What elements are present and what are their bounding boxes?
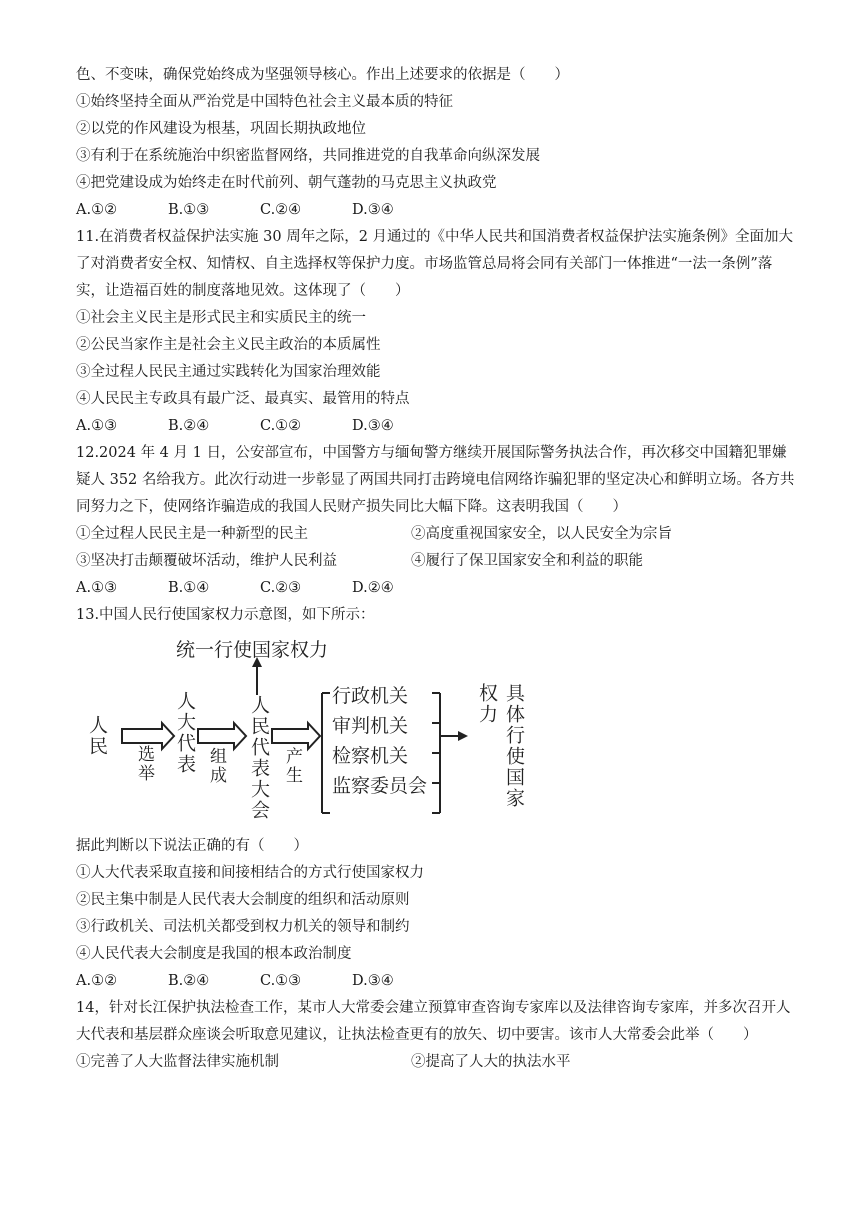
q12-options-row-1 [76,521,796,548]
q13-answer-d: D.③④ [352,973,394,989]
diagram-organ-supervision: 监察委员会 [332,775,428,797]
q10-option-2: ②以党的作风建设为根基，巩固长期执政地位 [76,121,366,137]
q11-stem: 11.在消费者权益保护法实施 30 周年之际，2 月通过的《中华人民共和国消费者权益保护法实施条例》全面加大了对消费者安全权、知情权、自主选择权等保护力度。市场监管总局将会同有关部门一体推进“一法一条例”落实，让造福百姓的制度落地见效。这体现了（ ） [76,229,794,299]
diagram-deputies: 人大代表 [174,691,196,775]
diagram-top-label: 统一行使国家权力 [176,639,329,661]
q14-stem: 14，针对长江保护执法检查工作，某市人大常委会建立预算审查咨询专家库以及法律咨询专家库，并多次召开人大代表和基层群众座谈会听取意见建议，让执法检查更有的放矢、切中要害。该市人大常委会此举（ ） [76,1000,791,1043]
exam-page [76,62,796,1076]
q14-options-row-1 [76,1049,796,1076]
q12-answer-d: D.②④ [352,580,394,596]
q11-answer-c: C.①② [260,418,302,434]
diagram-result: 具体行使国家权力 [476,683,525,809]
q10-option-4: ④把党建设成为始终走在时代前列、朝气蓬勃的马克思主义执政党 [76,175,497,191]
diagram-produce: 产生 [282,747,302,785]
q12-answer-b: B.①④ [168,580,210,596]
q12-answer-c: C.②③ [260,580,302,596]
diagram-elect: 选举 [134,745,154,783]
q14-option-2: ②提高了人大的执法水平 [411,1054,571,1070]
diagram-organ-procuratorate: 检察机关 [332,745,409,767]
q12-stem: 12.2024 年 4 月 1 日，公安部宣布，中国警方与缅甸警方继续开展国际警务执法合作，再次移交中国籍犯罪嫌疑人 352 名给我方。此次行动进一步彰显了两国共同打击跨境电信网络诈骗犯罪的坚定决心和鲜明立场。各方共同努力之下，使网络诈骗造成的我国人民财产损失同比大幅下降。这表明我国（ ） [76,445,795,515]
q13-answer-c: C.①③ [260,973,302,989]
q13-stem: 13.中国人民行使国家权力示意图，如下所示： [76,607,375,623]
diagram-npc: 人民代表大会 [248,695,270,821]
q11-answer-a: A.①③ [76,418,118,434]
q13-answers [76,968,796,995]
q12-option-1: ①全过程人民民主是一种新型的民主 [76,526,308,542]
q13-option-3: ③行政机关、司法机关都受到权力机关的领导和制约 [76,919,410,935]
diagram-organ-admin: 行政机关 [332,685,409,707]
q13-option-2: ②民主集中制是人民代表大会制度的组织和活动原则 [76,892,410,908]
q10-option-3: ③有利于在系统施治中织密监督网络，共同推进党的自我革命向纵深发展 [76,148,540,164]
diagram-organ-judicial: 审判机关 [332,715,409,737]
q13-answer-b: B.②④ [168,973,210,989]
q13-option-1: ①人大代表采取直接和间接相结合的方式行使国家权力 [76,865,424,881]
q11-option-4: ④人民民主专政具有最广泛、最真实、最管用的特点 [76,391,410,407]
q13-question: 据此判断以下说法正确的有（ ） [76,838,308,854]
power-diagram [76,635,536,825]
diagram-form: 组成 [206,747,226,785]
q12-option-2: ②高度重视国家安全，以人民安全为宗旨 [411,526,672,542]
q10-answer-c: C.②④ [260,202,302,218]
q14-option-1: ①完善了人大监督法律实施机制 [76,1054,279,1070]
q12-option-4: ④履行了保卫国家安全和利益的职能 [411,553,643,569]
q10-option-1: ①始终坚持全面从严治党是中国特色社会主义最本质的特征 [76,94,453,110]
q11-option-3: ③全过程人民民主通过实践转化为国家治理效能 [76,364,381,380]
diagram-people: 人民 [86,715,108,757]
q13-answer-a: A.①② [76,973,118,989]
q11-option-2: ②公民当家作主是社会主义民主政治的本质属性 [76,337,381,353]
q11-answer-d: D.③④ [352,418,394,434]
q10-answer-a: A.①② [76,202,118,218]
q11-option-1: ①社会主义民主是形式民主和实质民主的统一 [76,310,366,326]
q11-answer-b: B.②④ [168,418,210,434]
q12-answers [76,575,796,602]
diagram-arrows [76,635,536,825]
q12-options-row-2 [76,548,796,575]
q11-answers [76,413,796,440]
q10-answers [76,197,796,224]
q13-option-4: ④人民代表大会制度是我国的根本政治制度 [76,946,352,962]
q12-option-3: ③坚决打击颠覆破坏活动，维护人民利益 [76,553,337,569]
q10-answer-b: B.①③ [168,202,210,218]
q12-answer-a: A.①③ [76,580,118,596]
q10-stem: 色、不变味，确保党始终成为坚强领导核心。作出上述要求的依据是（ ） [76,67,569,83]
q10-answer-d: D.③④ [352,202,394,218]
